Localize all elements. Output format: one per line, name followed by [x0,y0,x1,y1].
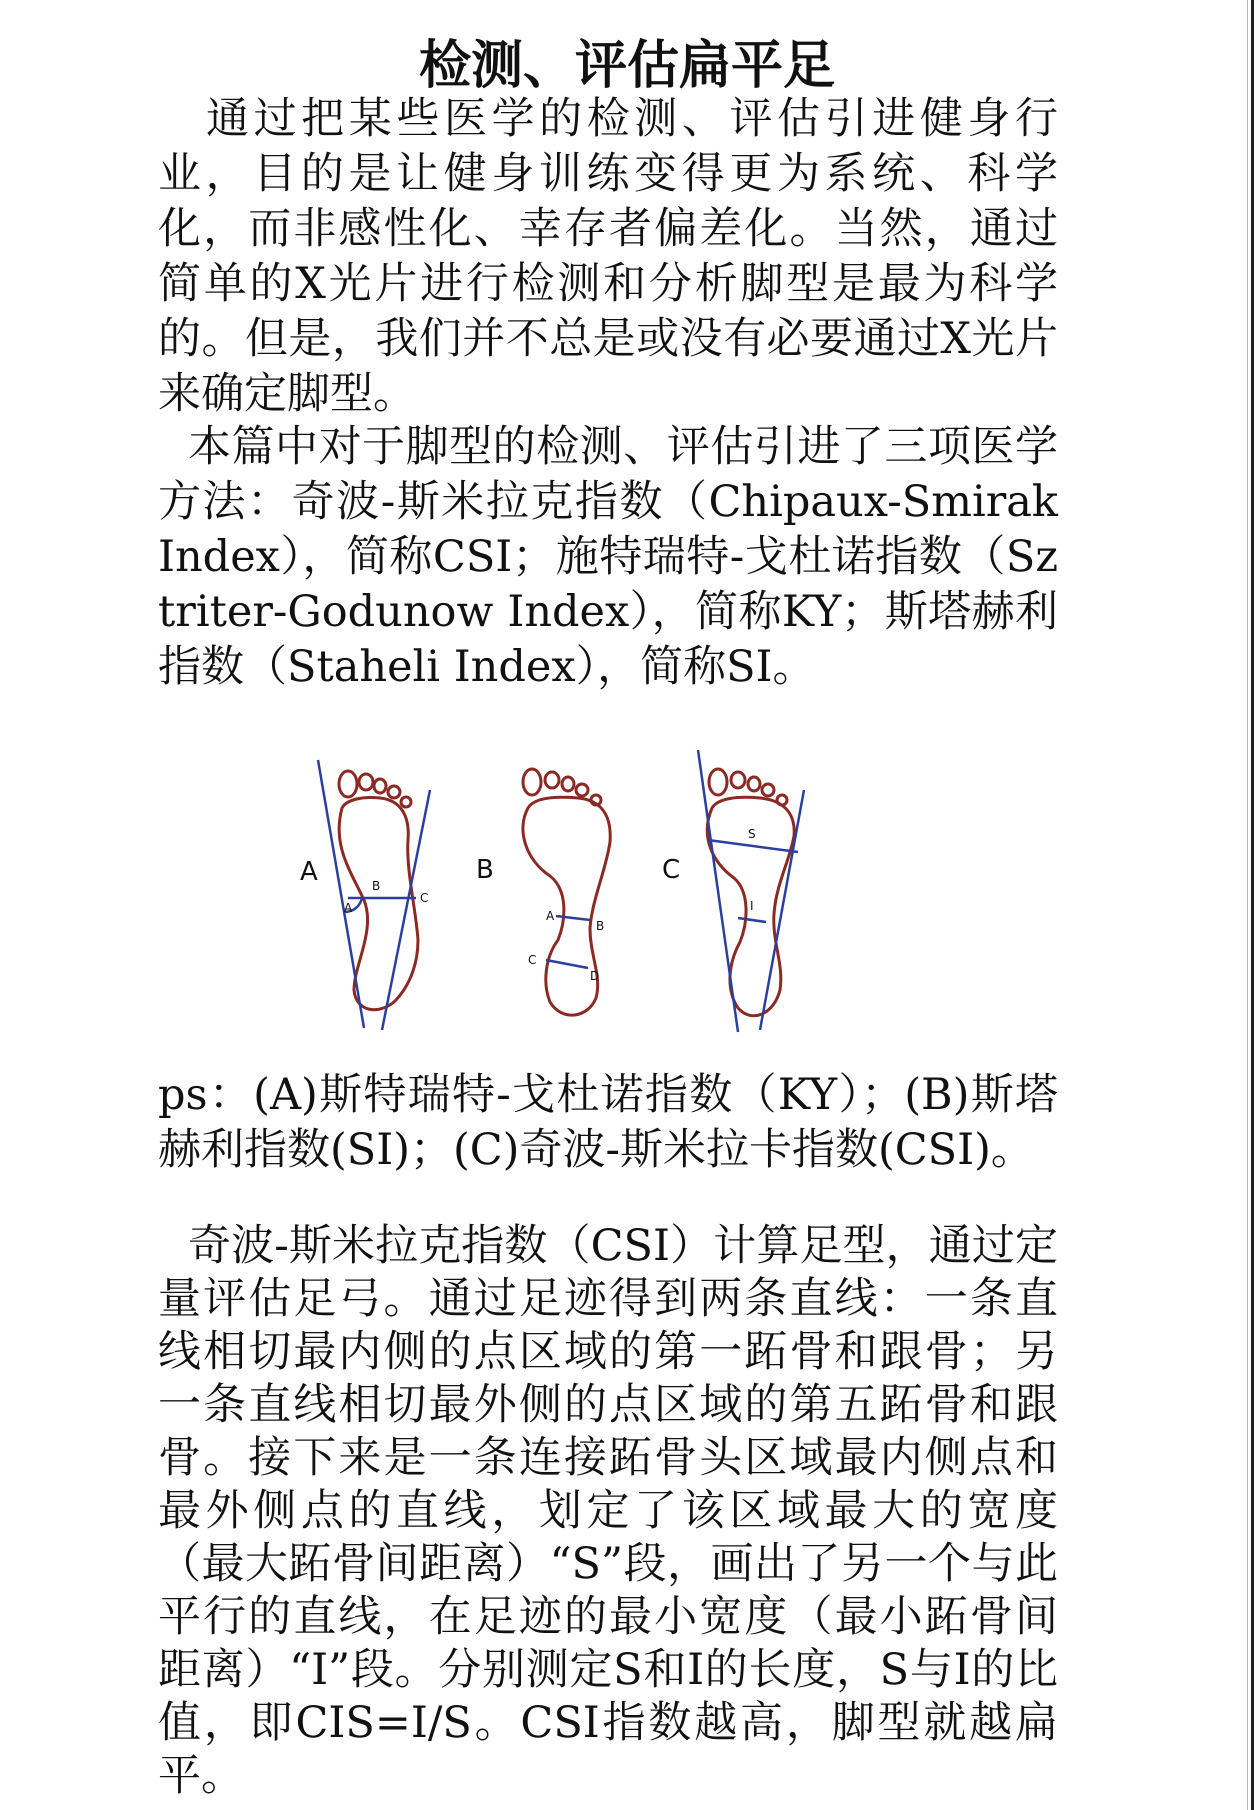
page-title: 检测、评估扁平足 [418,36,835,96]
footprint-c-toe-1 [709,769,727,795]
footprint-b-toe-1 [523,769,541,795]
footprint-a-toe-1 [339,771,357,797]
foot-a-point-a: A [344,901,353,915]
intro-paragraph: 通过把某些医学的检测、评估引进健身行业，目的是让健身训练变得更为系统、科学化，而非感性化、幸存者偏差化。当然，通过简单的X光片进行检测和分析脚型是最为科学的。但是，我们并不总是或没有必要通过X光片来确定脚型。 [158,94,1058,419]
footprint-c-toe-5 [777,795,787,805]
footprint-c-toe-2 [731,772,745,788]
foot-a-point-b: B [372,879,381,893]
foot-c-lateral-tangent [760,790,804,1030]
panel-label-c: C [662,855,681,885]
figure-caption: ps：(A)斯特瑞特-戈杜诺指数（KY）；(B)斯塔赫利指数(SI)；(C)奇波-斯米拉卡指数(CSI)。 [158,1070,1058,1175]
footprint-a-toe-2 [359,774,373,790]
page-edge-line [1247,0,1248,1810]
foot-c-label-i: I [750,899,754,913]
footprint-c-toe-3 [748,777,760,791]
foot-b-point-a: A [546,909,555,923]
foot-b-point-c: C [528,953,537,967]
foot-c-medial-tangent [698,750,738,1032]
csi-paragraph: 奇波-斯米拉克指数（CSI）计算足型，通过定量评估足弓。通过足迹得到两条直线：一条直线相切最内侧的点区域的第一跖骨和跟骨；另一条直线相切最外侧的点区域的第五跖骨和跟骨。接下来是一条连接跖骨头区域最内侧点和最外侧点的直线，划定了该区域最大的宽度（最大跖骨间距离）“S”段，画出了另一个与此平行的直线，在足迹的最小宽度（最小跖骨间距离）“I”段。分别测定S和I的长度，S与I的比值，即CIS=I/S。CSI指数越高，脚型就越扁平。 [158,1221,1058,1801]
footprint-b-toe-5 [591,795,601,805]
footprint-b-toe-2 [545,772,559,788]
foot-c-i-segment [738,918,766,922]
footprint-a-toe-5 [401,797,411,807]
foot-b-point-b: B [596,919,605,933]
footprint-a-toe-4 [388,786,400,798]
methods-paragraph: 本篇中对于脚型的检测、评估引进了三项医学方法：奇波-斯米拉克指数（Chipaux-Smirak Index），简称CSI；施特瑞特-戈杜诺指数（Sztriter-Godunow Index），简称KY；斯塔赫利指数（Staheli Index），简称SI。 [158,422,1058,692]
footprint-c-toe-4 [762,784,774,796]
footprint-b-toe-4 [576,784,588,796]
footprint-a-toe-3 [374,779,386,793]
foot-b-midfoot-width [556,916,590,920]
foot-a-lateral-tangent [382,790,430,1030]
panel-label-a: A [300,857,318,887]
foot-a-point-c: C [420,891,429,905]
footprint-b-toe-3 [562,777,574,791]
foot-b-heel-width [546,960,588,968]
footprint-figure [300,750,920,1040]
foot-c-s-segment [708,840,798,852]
panel-label-b: B [476,855,494,885]
footprint-c [707,769,794,1016]
foot-b-point-d: D [590,969,600,983]
foot-c-label-s: S [748,827,756,841]
